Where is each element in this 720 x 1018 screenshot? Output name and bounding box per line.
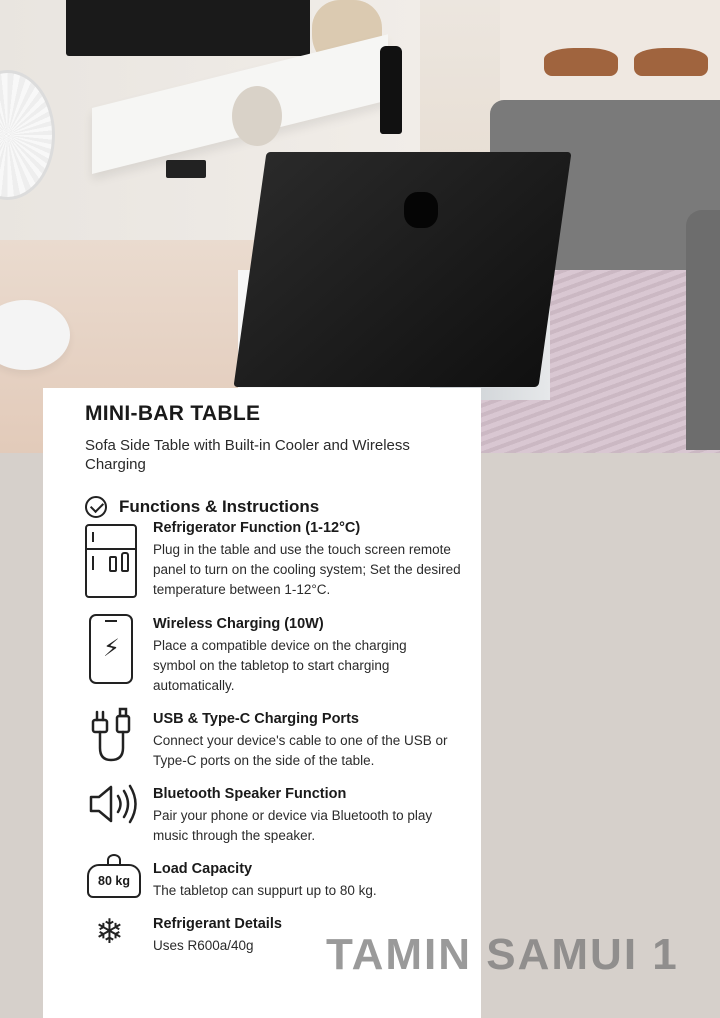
weight-icon <box>87 854 141 898</box>
feature-desc: Place a compatible device on the charging symbol on the tabletop to start charging automatically. <box>153 638 407 693</box>
feature-title: Wireless Charging (10W) <box>153 616 324 632</box>
product-title: MINI-BAR TABLE <box>85 402 261 425</box>
feature-desc: The tabletop can suppurt up to 80 kg. <box>153 883 377 898</box>
decor-vase <box>232 86 282 146</box>
snowflake-icon: ❄ <box>95 912 124 952</box>
feature-desc: Uses R600a/40g <box>153 938 254 953</box>
portable-speaker <box>404 192 438 228</box>
section-title: Functions & Instructions <box>119 497 320 516</box>
dog-statue <box>380 46 402 134</box>
feature-wireless-charging <box>153 616 443 696</box>
dining-chair <box>544 48 618 76</box>
product-subtitle: Sofa Side Table with Built-in Cooler and Wireless Charging <box>85 437 410 473</box>
feature-desc: Connect your device's cable to one of the USB or Type-C ports on the side of the table. <box>153 733 448 768</box>
brand-watermark: TAMIN SAMUI 1 <box>326 930 679 979</box>
feature-title: Refrigerator Function (1-12°C) <box>153 520 361 536</box>
feature-title: USB & Type-C Charging Ports <box>153 711 359 727</box>
section-header <box>85 496 481 518</box>
phone-charging-icon: ⚡ <box>89 614 133 684</box>
feature-load-capacity <box>153 861 453 901</box>
feature-bluetooth-speaker <box>153 786 453 846</box>
usb-cable-icon <box>89 706 137 766</box>
television <box>66 0 310 56</box>
feature-title: Refrigerant Details <box>153 916 282 932</box>
check-circle-icon <box>85 496 107 518</box>
info-card <box>43 388 481 1018</box>
wifi-router <box>166 160 206 178</box>
sofa-arm <box>686 210 720 450</box>
speaker-icon <box>87 782 139 826</box>
feature-title: Bluetooth Speaker Function <box>153 786 347 802</box>
feature-title: Load Capacity <box>153 861 253 877</box>
feature-desc: Plug in the table and use the touch screen remote panel to turn on the cooling system; Set the desired temperature between 1-12°C. <box>153 542 461 597</box>
minibar-table-top <box>233 152 571 387</box>
feature-refrigerator <box>153 520 463 600</box>
product-photo <box>0 0 720 453</box>
fridge-icon <box>85 524 137 598</box>
feature-desc: Pair your phone or device via Bluetooth to play music through the speaker. <box>153 808 433 843</box>
dining-area <box>500 0 720 110</box>
feature-usb-ports <box>153 711 453 771</box>
dining-chair <box>634 48 708 76</box>
weight-label: 80 kg <box>87 864 141 898</box>
